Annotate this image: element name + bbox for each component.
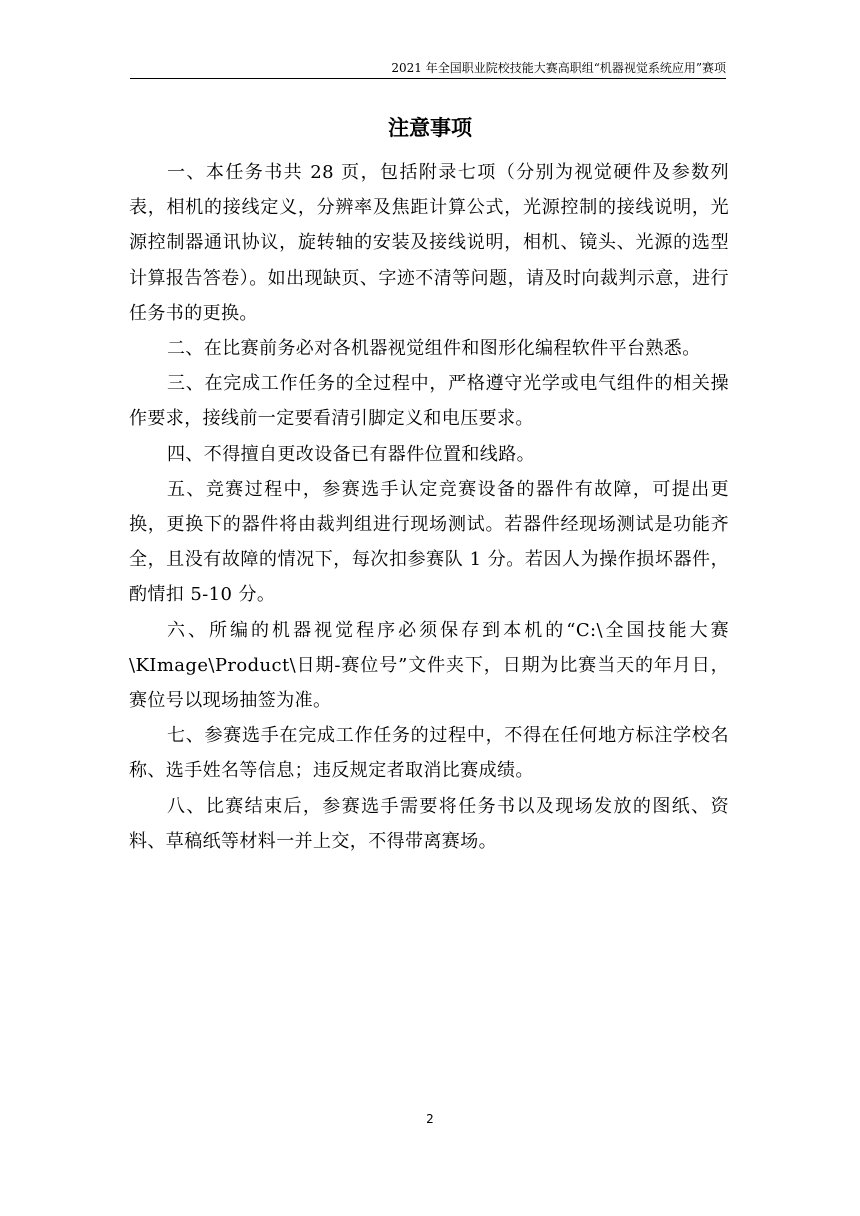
paragraph-4: 四、不得擅自更改设备已有器件位置和线路。 bbox=[167, 443, 535, 465]
paragraph-7: 七、参赛选手在完成工作任务的过程中，不得在任何地方标注学校名称、选手姓名等信息；违反规定者取消比赛成绩。 bbox=[129, 725, 729, 782]
paragraph-2: 二、在比赛前务必对各机器视觉组件和图形化编程软件平台熟悉。 bbox=[167, 338, 701, 360]
page-number: 2 bbox=[426, 1112, 434, 1126]
paragraph-1: 一、本任务书共 28 页，包括附录七项（分别为视觉硬件及参数列表，相机的接线定义，分辨率及焦距计算公式，光源控制的接线说明，光源控制器通讯协议，旋转轴的安装及接线说明，相机、镜头、光源的选型计算报告答卷）。如出现缺页、字迹不清等问题，请及时向裁判示意，进行任务书的更换。 bbox=[129, 162, 729, 324]
paragraph-5: 五、竞赛过程中，参赛选手认定竞赛设备的器件有故障，可提出更换，更换下的器件将由裁判组进行现场测试。若器件经现场测试是功能齐全，且没有故障的情况下，每次扣参赛队 1 分。若因人为操作损坏器件，酌情扣 5-10 分。 bbox=[129, 478, 729, 606]
page-header bbox=[130, 60, 726, 79]
paragraph-8: 八、比赛结束后，参赛选手需要将任务书以及现场发放的图纸、资料、草稿纸等材料一并上交，不得带离赛场。 bbox=[129, 795, 729, 852]
paragraph-6: 六、所编的机器视觉程序必须保存到本机的“C:\全国技能大赛\KImage\Product\日期-赛位号”文件夹下，日期为比赛当天的年月日，赛位号以现场抽签为准。 bbox=[129, 619, 729, 712]
header-text: 2021 年全国职业院校技能大赛高职组“机器视觉系统应用”赛项 bbox=[391, 61, 726, 75]
paragraph-3: 三、在完成工作任务的全过程中，严格遵守光学或电气组件的相关操作要求，接线前一定要看清引脚定义和电压要求。 bbox=[129, 373, 729, 430]
document-body bbox=[129, 155, 729, 859]
page-title: 注意事项 bbox=[388, 116, 472, 140]
